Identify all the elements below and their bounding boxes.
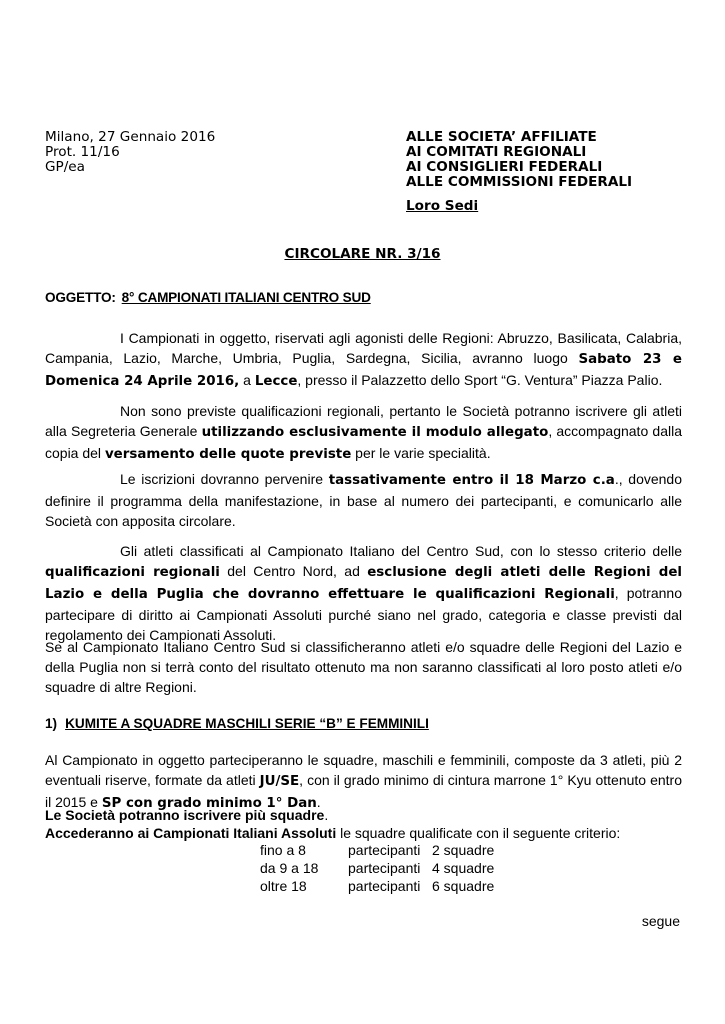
bold-deadline: tassativamente entro il 18 Marzo c.a <box>328 473 615 488</box>
text-run: Al Campionato in oggetto parteciperanno le squadre, maschili e femminili, composte da 3 atleti, più 2 eventuali riserve, formate da atleti <box>45 752 682 788</box>
paragraph-deadline <box>45 469 682 531</box>
label-cell: partecipanti <box>348 842 421 858</box>
bold-dates: Sabato 23 e Domenica 24 Aprile 2016, <box>45 352 682 389</box>
protocol-number: Prot. 11/16 <box>45 144 120 160</box>
recipient-line: ALLE SOCIETA’ AFFILIATE <box>406 129 597 145</box>
text-run: . <box>324 807 329 823</box>
section-title <box>45 716 429 731</box>
text-run: I Campionati in oggetto, riservati agli agonisti delle Regioni: Abruzzo, Basilicata, Calabria, Campania, Lazio, Marche, Umbria, Puglia, Sardegna, Sicilia, avranno luogo <box>45 330 682 366</box>
paragraph-intro <box>45 328 682 392</box>
text-run: , presso il Palazzetto dello Sport “G. Ventura” Piazza Palio. <box>297 372 663 388</box>
paragraph-qualification <box>45 541 682 645</box>
text-run: , con il grado minimo di cintura marrone 1° Kyu ottenuto entro il 2015 e <box>45 772 682 810</box>
text-run: Le iscrizioni dovranno pervenire <box>120 471 329 487</box>
result-cell: 6 squadre <box>432 878 495 894</box>
text-run: Gli atleti classificati al Campionato Italiano del Centro Sud, con lo stesso criterio delle <box>120 543 682 559</box>
bold-grade: SP con grado minimo 1° Dan <box>101 796 317 811</box>
text-run: del Centro Nord, ad <box>219 563 368 579</box>
bold-category: JU/SE <box>259 774 300 789</box>
result-cell: 2 squadre <box>432 842 495 858</box>
label-cell: partecipanti <box>348 860 421 876</box>
bold-form-note: utilizzando esclusivamente il modulo allegato <box>201 425 549 440</box>
text-run: , accompagnato dalla copia del <box>45 423 683 461</box>
table-row <box>260 877 494 895</box>
text-run: , potranno partecipare di diritto ai Campionati Assoluti purché siano nel grado, categoria e classe previsti dal regolamento dei Campionati Assoluti. <box>45 585 682 643</box>
text-run: per le varie specialità. <box>351 445 491 461</box>
paragraph-exclusion-note: Se al Campionato Italiano Centro Sud si classificheranno atleti e/o squadre delle Regioni del Lazio e della Puglia non si terrà conto del risultato ottenuto ma non saranno classificati al loro posto atleti e/o squadre di altre Regioni. <box>45 639 682 695</box>
bold-access: Accederanno ai Campionati Italiani Assoluti <box>45 825 337 841</box>
range-cell: fino a 8 <box>260 842 306 858</box>
range-cell: da 9 a 18 <box>260 860 319 876</box>
continues-label: segue <box>641 913 680 929</box>
result-cell: 4 squadre <box>432 860 495 876</box>
text-run: a <box>239 372 255 388</box>
multiple-teams-note <box>45 805 328 825</box>
bold-qualifications: qualificazioni regionali <box>45 565 220 580</box>
subject-label: OGGETTO: <box>45 290 116 305</box>
recipients-block <box>406 130 632 190</box>
paragraph-registration <box>45 401 682 465</box>
subject-line <box>45 290 371 305</box>
text-run: . <box>316 794 321 810</box>
section-number: 1) <box>45 716 58 731</box>
text-run: ., dovendo definire il programma della manifestazione, in base al numero dei partecipanti, e comunicarlo alle Società con apposita circolare. <box>45 471 682 529</box>
section-heading: KUMITE A SQUADRE MASCHILI SERIE “B” E FEMMINILI <box>65 716 429 731</box>
loro-sedi: Loro Sedi <box>406 198 479 214</box>
circular-number: CIRCOLARE NR. 3/16 <box>284 246 441 262</box>
sender-block <box>45 130 215 175</box>
bold-fee-note: versamento delle quote previste <box>104 447 352 462</box>
access-criteria-line <box>45 823 620 843</box>
bold-city: Lecce <box>254 374 298 389</box>
text-run: le squadre qualificate con il seguente criterio: <box>336 825 621 841</box>
recipient-line: ALLE COMMISSIONI FEDERALI <box>406 174 633 190</box>
bold-multiple-teams: Le Società potranno iscrivere più squadre <box>45 807 325 823</box>
table-row <box>260 859 494 877</box>
initials: GP/ea <box>45 159 86 175</box>
qualification-criteria-table <box>260 841 494 895</box>
label-cell: partecipanti <box>348 878 421 894</box>
subject-text: 8° CAMPIONATI ITALIANI CENTRO SUD <box>121 290 371 305</box>
text-run: Non sono previste qualificazioni regionali, pertanto le Società potranno iscrivere gli atleti alla Segreteria Generale <box>45 403 682 439</box>
recipient-line: AI CONSIGLIERI FEDERALI <box>406 159 603 175</box>
date-place: Milano, 27 Gennaio 2016 <box>45 129 216 145</box>
recipient-line: AI COMITATI REGIONALI <box>406 144 587 160</box>
bold-exclusion: esclusione degli atleti delle Regioni del Lazio e della Puglia che dovranno effettuare le qualificazioni Regionali <box>45 565 682 602</box>
table-row <box>260 841 494 859</box>
range-cell: oltre 18 <box>260 878 307 894</box>
